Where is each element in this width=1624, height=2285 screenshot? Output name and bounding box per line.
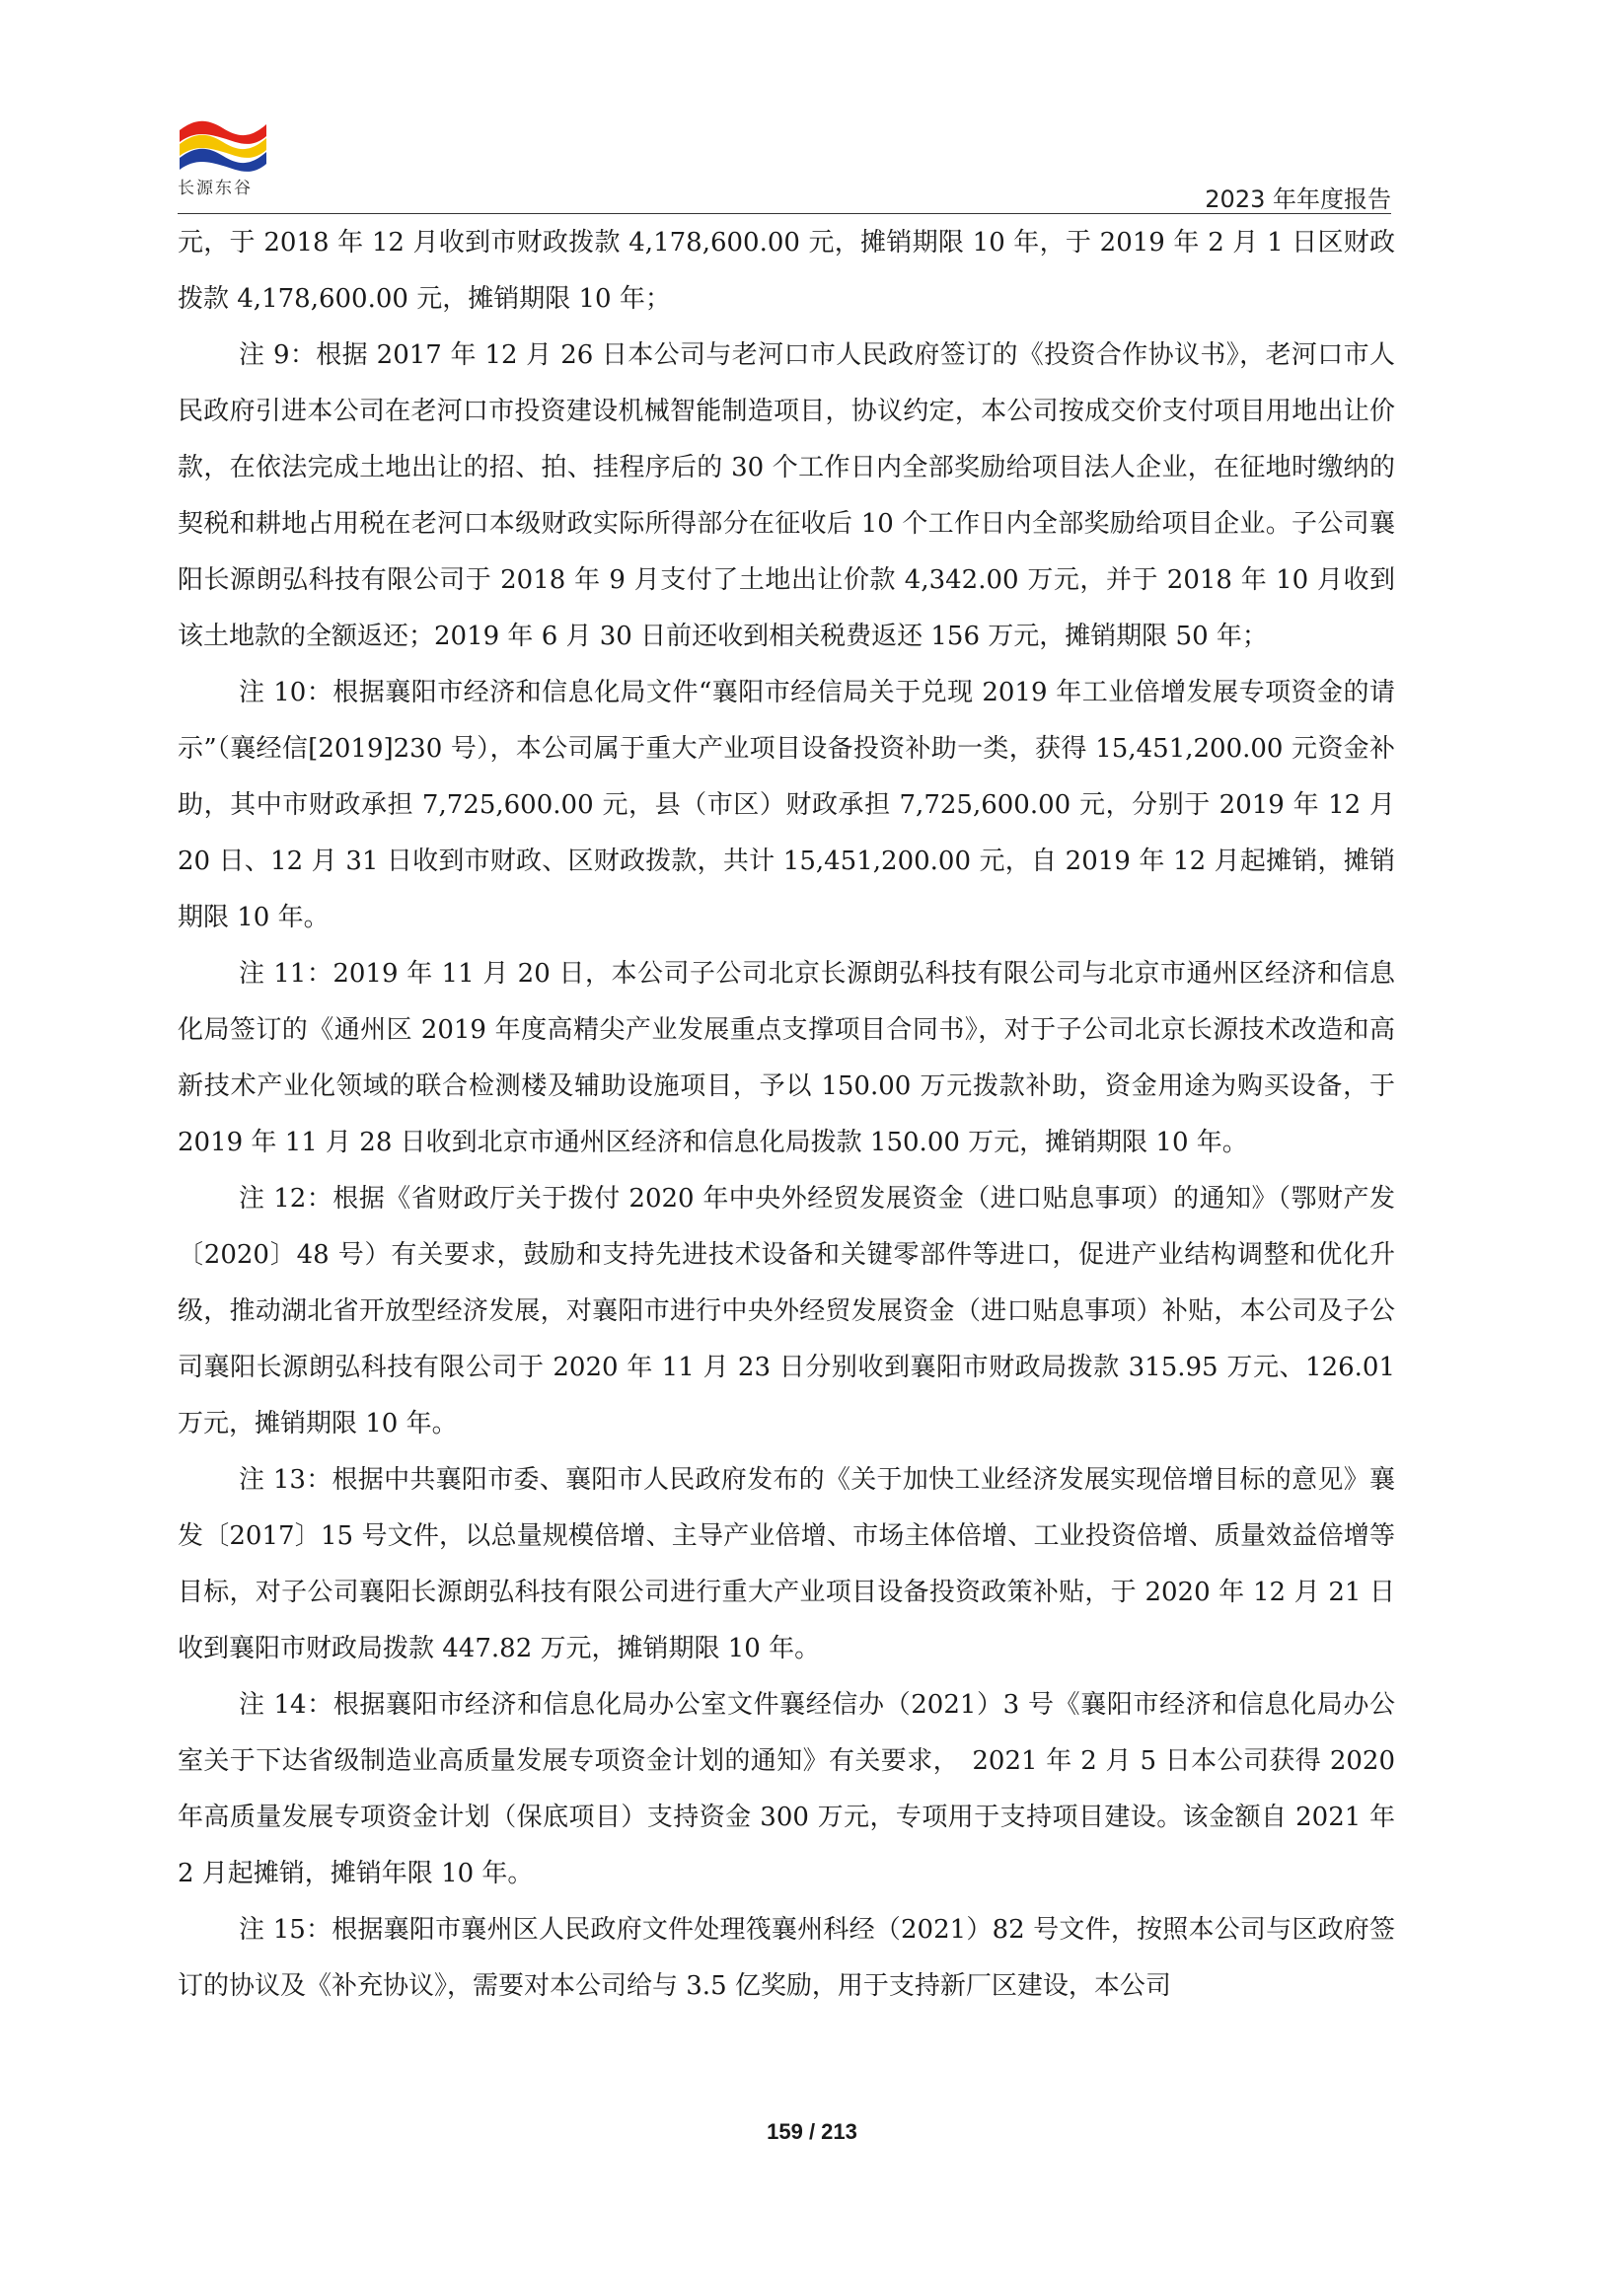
paragraph-continuation: 元，于 2018 年 12 月收到市财政拨款 4,178,600.00 元，摊销期限 10 年，于 2019 年 2 月 1 日区财政拨款 4,178,600.00 元，摊销期限 10 年； [178,228,1395,314]
paragraph-note-12: 注 12：根据《省财政厅关于拨付 2020 年中央外经贸发展资金（进口贴息事项）的通知》（鄂财产发〔2020〕48 号）有关要求，鼓励和支持先进技术设备和关键零部件等进口，促进产业结构调整和优化升级，推动湖北省开放型经济发展，对襄阳市进行中央外经贸发展资金（进口贴息事项）补贴，本公司及子公司襄阳长源朗弘科技有限公司于 2020 年 11 月 23 日分别收到襄阳市财政局拨款 315.95 万元、126.01 万元，摊销期限 10 年。 [178,1184,1395,1438]
paragraph-note-11: 注 11：2019 年 11 月 20 日，本公司子公司北京长源朗弘科技有限公司与北京市通州区经济和信息化局签订的《通州区 2019 年度高精尖产业发展重点支撑项目合同书》，对于子公司北京长源技术改造和高新技术产业化领域的联合检测楼及辅助设施项目，予以 150.00 万元拨款补助，资金用途为购买设备，于 2019 年 11 月 28 日收到北京市通州区经济和信息化局拨款 150.00 万元，摊销期限 10 年。 [178,959,1395,1157]
paragraph-note-9: 注 9：根据 2017 年 12 月 26 日本公司与老河口市人民政府签订的《投资合作协议书》，老河口市人民政府引进本公司在老河口市投资建设机械智能制造项目，协议约定，本公司按成交价支付项目用地出让价款，在依法完成土地出让的招、拍、挂程序后的 30 个工作日内全部奖励给项目法人企业，在征地时缴纳的契税和耕地占用税在老河口本级财政实际所得部分在征收后 10 个工作日内全部奖励给项目企业。子公司襄阳长源朗弘科技有限公司于 2018 年 9 月支付了土地出让价款 4,342.00 万元，并于 2018 年 10 月收到该土地款的全额返还；2019 年 6 月 30 日前还收到相关税费返还 156 万元，摊销期限 50 年； [178,340,1395,651]
header-divider [178,213,1391,214]
body-text [178,215,1395,2015]
page-number: 159 / 213 [767,2119,857,2144]
paragraph-note-10: 注 10：根据襄阳市经济和信息化局文件“襄阳市经信局关于兑现 2019 年工业倍增发展专项资金的请示”（襄经信[2019]230 号），本公司属于重大产业项目设备投资补助一类，获得 15,451,200.00 元资金补助，其中市财政承担 7,725,600.00 元，县（市区）财政承担 7,725,600.00 元，分别于 2019 年 12 月 20 日、12 月 31 日收到市财政、区财政拨款，共计 15,451,200.00 元，自 2019 年 12 月起摊销，摊销期限 10 年。 [178,678,1395,932]
paragraph-note-14: 注 14：根据襄阳市经济和信息化局办公室文件襄经信办（2021）3 号《襄阳市经济和信息化局办公室关于下达省级制造业高质量发展专项资金计划的通知》有关要求， 2021 年 2 月 5 日本公司获得 2020 年高质量发展专项资金计划（保底项目）支持资金 300 万元，专项用于支持项目建设。该金额自 2021 年 2 月起摊销，摊销年限 10 年。 [178,1690,1395,1888]
paragraph-note-15: 注 15：根据襄阳市襄州区人民政府文件处理筏襄州科经（2021）82 号文件，按照本公司与区政府签订的协议及《补充协议》，需要对本公司给与 3.5 亿奖励，用于支持新厂区建设，本公司 [178,1915,1395,2001]
logo-caption: 长源东谷 [178,179,253,198]
paragraph-note-13: 注 13：根据中共襄阳市委、襄阳市人民政府发布的《关于加快工业经济发展实现倍增目标的意见》襄发〔2017〕15 号文件，以总量规模倍增、主导产业倍增、市场主体倍增、工业投资倍增、质量效益倍增等目标，对子公司襄阳长源朗弘科技有限公司进行重大产业项目设备投资政策补贴，于 2020 年 12 月 21 日收到襄阳市财政局拨款 447.82 万元，摊销期限 10 年。 [178,1465,1395,1663]
report-title: 2023 年年度报告 [1205,185,1391,213]
